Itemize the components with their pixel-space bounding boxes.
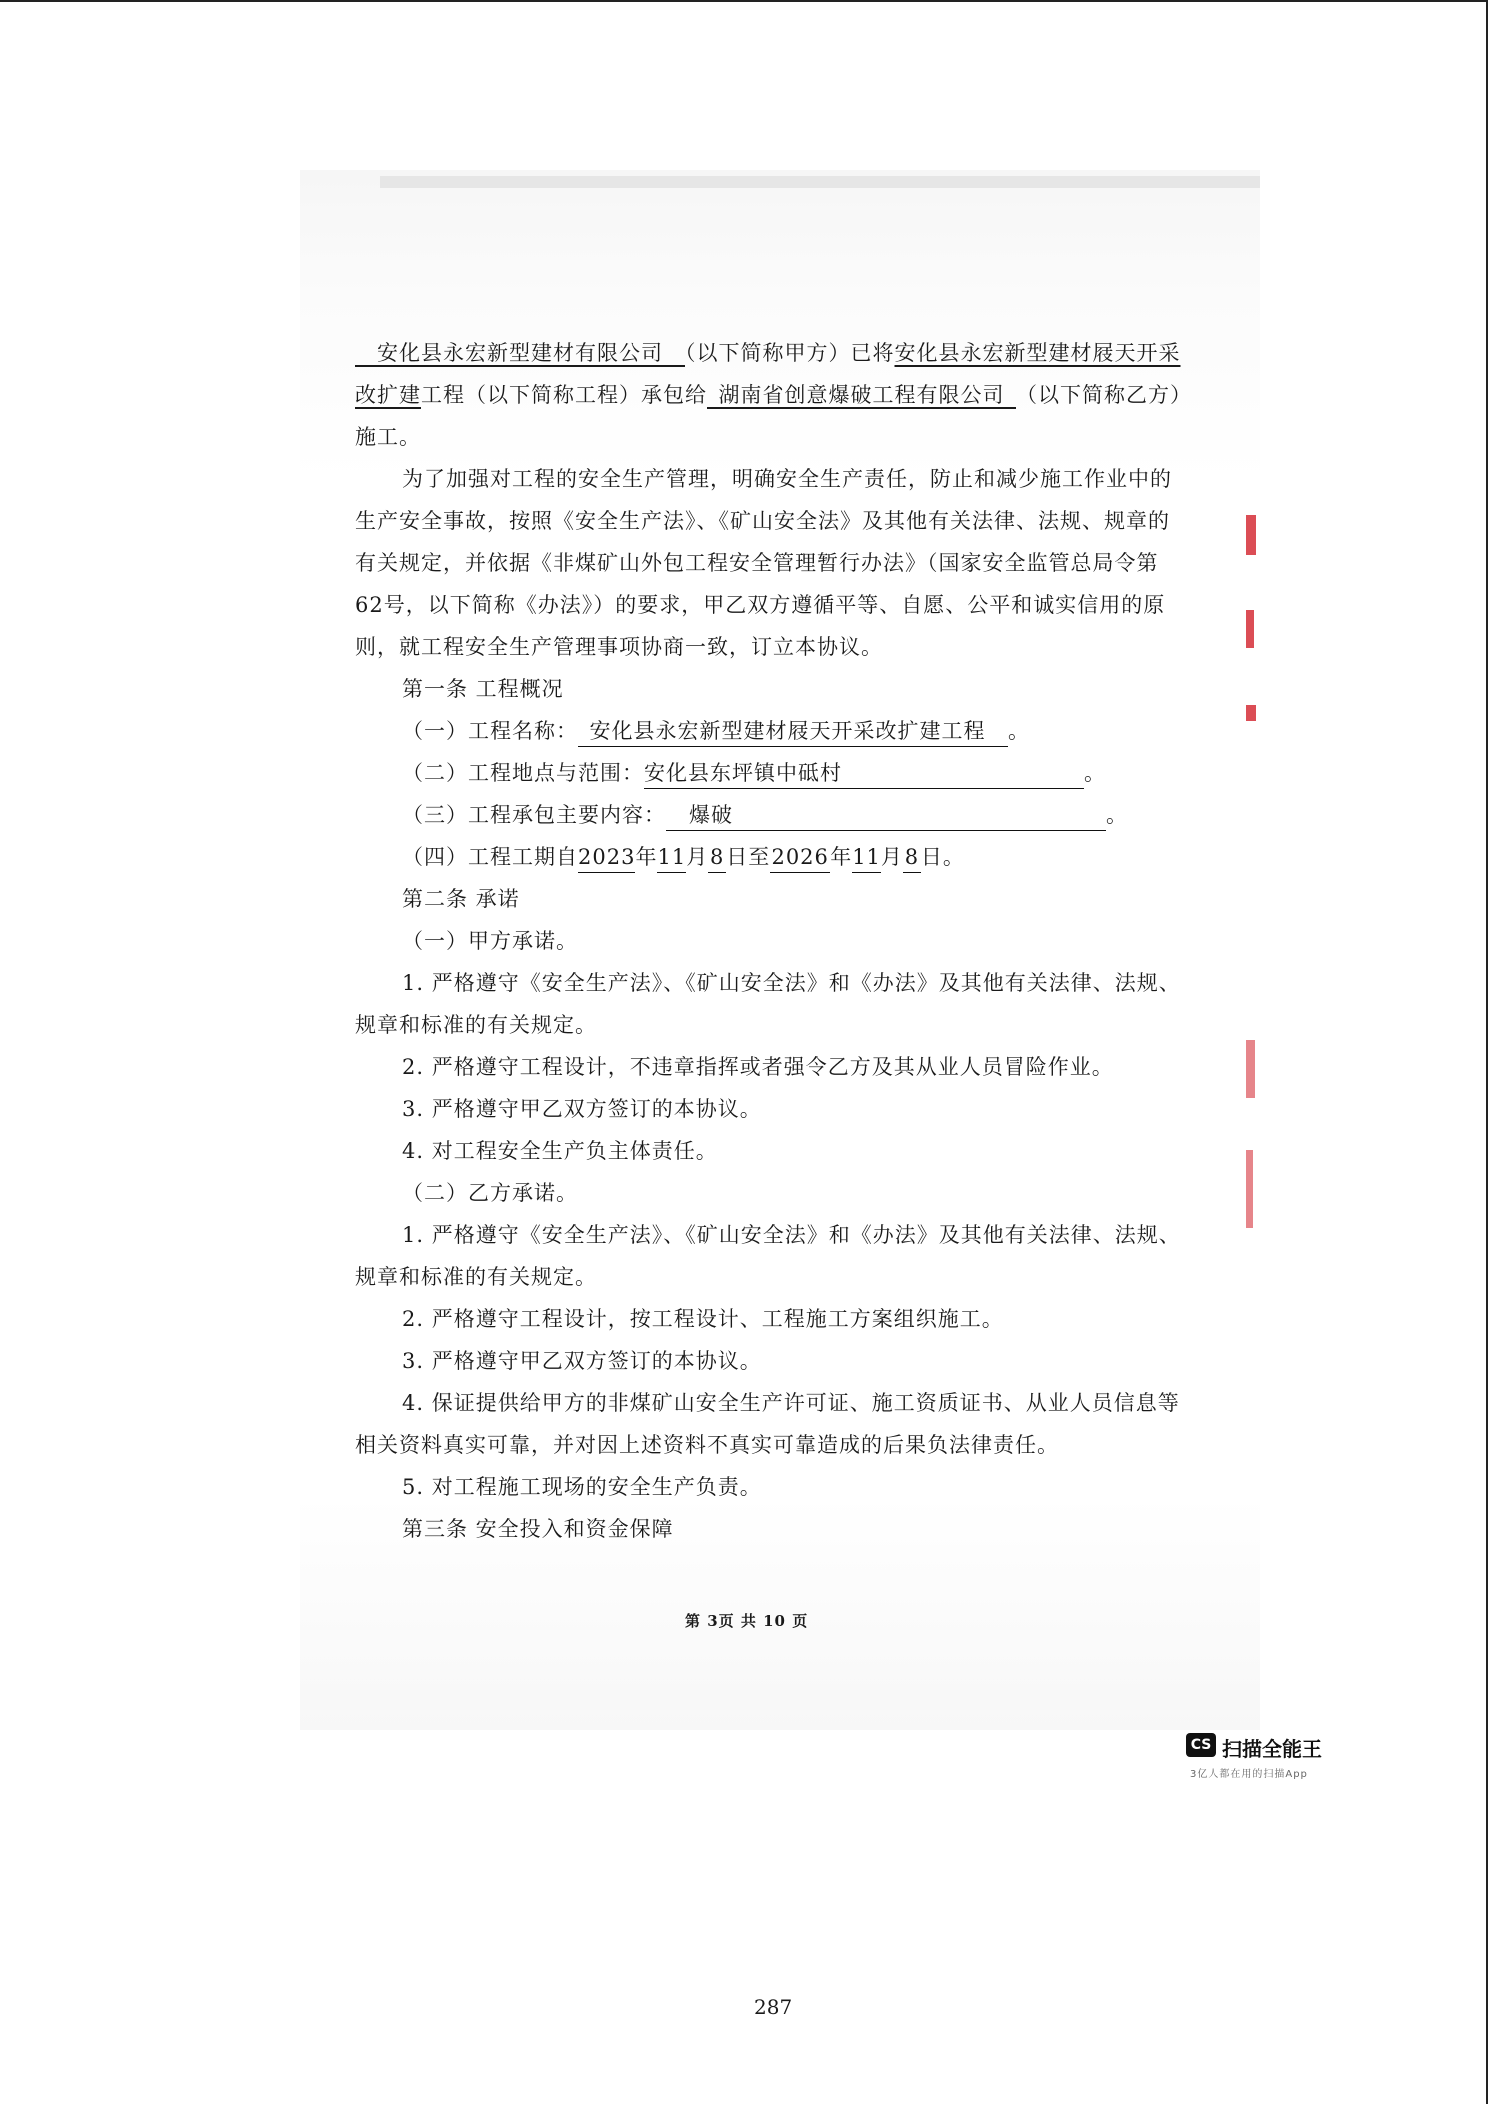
end-day: 8: [903, 842, 921, 873]
year-char: 年: [830, 845, 853, 869]
start-day: 8: [708, 842, 726, 873]
party-b-commitment: 5. 对工程施工现场的安全生产负责。: [402, 1475, 762, 1499]
period-label: （四）工程工期自: [402, 845, 578, 869]
party-a-name: 安化县永宏新型建材有限公司: [377, 341, 663, 365]
party-a-commitment: 规章和标准的有关规定。: [355, 1013, 597, 1037]
preamble-line: 为了加强对工程的安全生产管理，明确安全生产责任，防止和减少施工作业中的: [402, 467, 1172, 491]
project-name-end: 改扩建: [355, 383, 421, 407]
intro-line-2: [355, 374, 1355, 416]
party-a-commitment: 2. 严格遵守工程设计，不违章指挥或者强令乙方及其从业人员冒险作业。: [402, 1055, 1114, 1079]
party-b-commitment: 4. 保证提供给甲方的非煤矿山安全生产许可证、施工资质证书、从业人员信息等: [402, 1391, 1180, 1415]
party-b-commitment: 规章和标准的有关规定。: [355, 1265, 597, 1289]
project-name-label: （一）工程名称：: [402, 719, 578, 743]
preamble-line: 生产安全事故，按照《安全生产法》、《矿山安全法》及其他有关法律、法规、规章的: [355, 509, 1170, 533]
page-number: 287: [754, 1995, 793, 2019]
period-mark: 。: [1008, 719, 1030, 743]
watermark-app-name: 扫描全能王: [1222, 1737, 1322, 1761]
project-name-row: [355, 710, 1355, 752]
party-a-commitment: 1. 严格遵守《安全生产法》、《矿山安全法》和《办法》及其他有关法律、法规、: [402, 971, 1181, 995]
party-b-commitment: 3. 严格遵守甲乙双方签订的本协议。: [402, 1349, 762, 1373]
intro-line-3: 施工。: [355, 425, 421, 449]
day-char: 日: [726, 845, 749, 869]
start-month: 11: [657, 842, 686, 873]
project-content-label: （三）工程承包主要内容：: [402, 803, 666, 827]
intro-text: 工程（以下简称工程）承包给: [421, 383, 707, 407]
period-mark: 。: [1084, 761, 1106, 785]
camscanner-logo-icon: CS: [1186, 1733, 1216, 1757]
project-period-row: [355, 836, 1355, 878]
inner-page-counter: 第 3页 共 10 页: [685, 1612, 809, 1630]
agreement-body: [355, 332, 1355, 1550]
project-name-value: 安化县永宏新型建材屐天开采改扩建工程: [578, 716, 1008, 747]
party-a-commitment: 4. 对工程安全生产负主体责任。: [402, 1139, 718, 1163]
party-b-name: 湖南省创意爆破工程有限公司: [718, 383, 1005, 407]
project-content-row: [355, 794, 1355, 836]
month-char: 月: [880, 845, 903, 869]
project-location-value: 安化县东坪镇中砥村: [644, 758, 1084, 789]
project-location-row: [355, 752, 1355, 794]
intro-line-1: [355, 332, 1355, 374]
party-a-commitments-heading: （一）甲方承诺。: [402, 929, 578, 953]
end-year: 2026: [770, 842, 830, 873]
to-char: 至: [748, 845, 771, 869]
day-char: 日: [920, 845, 943, 869]
intro-text: （以下简称乙方）: [1016, 383, 1192, 407]
project-location-label: （二）工程地点与范围：: [402, 761, 644, 785]
month-char: 月: [686, 845, 709, 869]
project-name-start: 安化县永宏新型建材屐天开采: [894, 341, 1181, 365]
party-a-commitment: 3. 严格遵守甲乙双方签订的本协议。: [402, 1097, 762, 1121]
preamble-line: 则，就工程安全生产管理事项协商一致，订立本协议。: [355, 635, 883, 659]
watermark-tagline: 3亿人都在用的扫描App: [1190, 1769, 1308, 1780]
article-2-heading: 第二条 承诺: [402, 887, 520, 911]
year-char: 年: [635, 845, 658, 869]
period-mark: 。: [1106, 803, 1128, 827]
scanned-sheet-top-edge: [380, 176, 1260, 188]
article-3-heading: 第三条 安全投入和资金保障: [402, 1517, 674, 1541]
end-month: 11: [852, 842, 881, 873]
party-b-commitments-heading: （二）乙方承诺。: [402, 1181, 578, 1205]
period-mark: 。: [942, 845, 965, 869]
scan-frame-top: [0, 0, 1488, 2]
party-b-commitment: 2. 严格遵守工程设计，按工程设计、工程施工方案组织施工。: [402, 1307, 1004, 1331]
party-b-commitment: 相关资料真实可靠，并对因上述资料不真实可靠造成的后果负法律责任。: [355, 1433, 1059, 1457]
intro-text: （以下简称甲方）已将: [685, 341, 895, 365]
article-1-heading: 第一条 工程概况: [402, 677, 564, 701]
project-content-value: 爆破: [666, 800, 1106, 831]
preamble-line: 有关规定，并依据《非煤矿山外包工程安全管理暂行办法》（国家安全监管总局令第: [355, 551, 1159, 575]
party-b-commitment: 1. 严格遵守《安全生产法》、《矿山安全法》和《办法》及其他有关法律、法规、: [402, 1223, 1181, 1247]
start-year: 2023: [578, 842, 635, 873]
preamble-line: 62号，以下简称《办法》）的要求，甲乙双方遵循平等、自愿、公平和诚实信用的原: [355, 593, 1166, 617]
